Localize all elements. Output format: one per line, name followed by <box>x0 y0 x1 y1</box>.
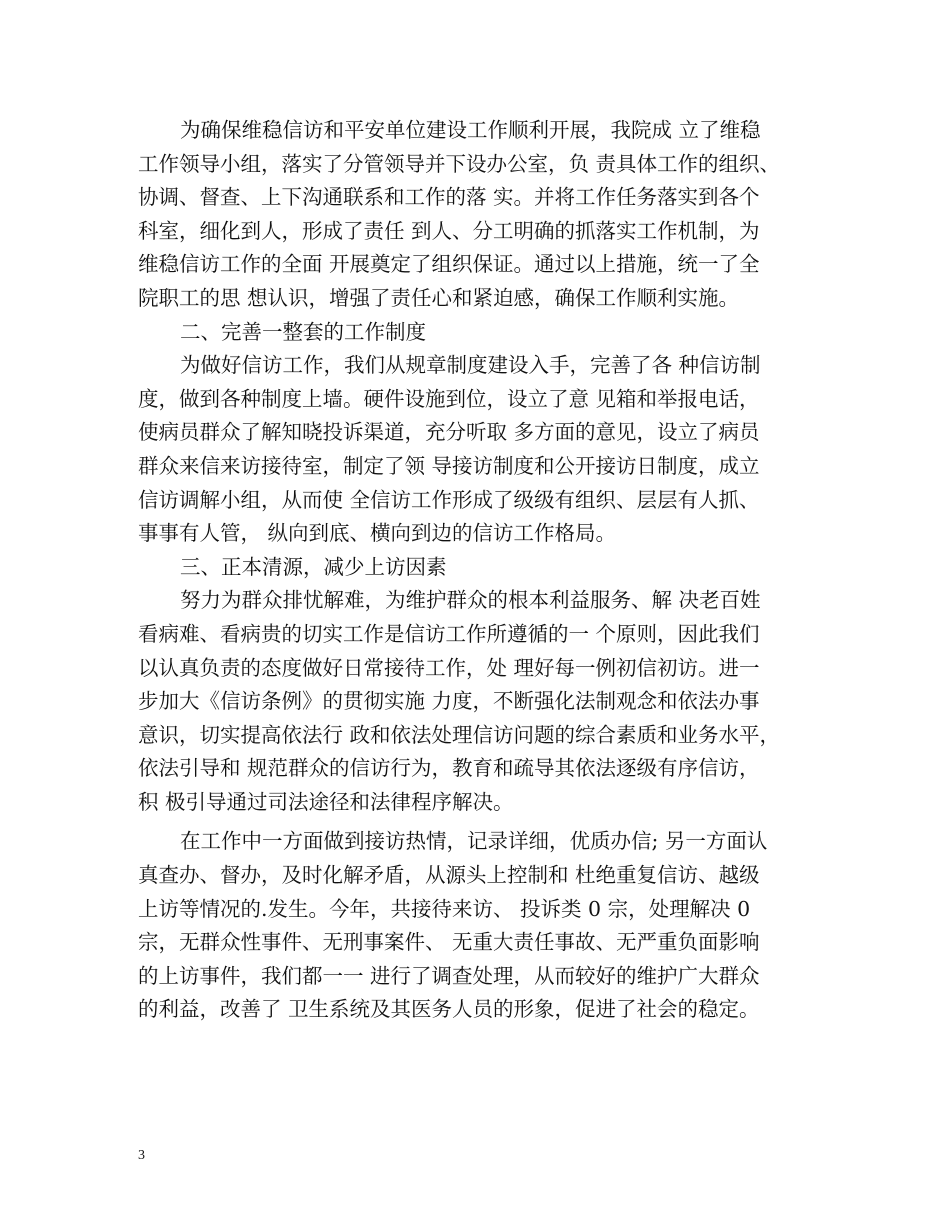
text-line: 信访调解小组，从而使 全信访工作形成了级级有组织、层层有人抓、 <box>138 487 760 512</box>
text-line: 为确保维稳信访和平安单位建设工作顺利开展，我院成 立了维稳 <box>180 118 761 142</box>
text-line: 看病难、看病贵的切实工作是信访工作所遵循的一 个原则，因此我们 <box>138 621 760 646</box>
heading-text: 三、正本清源，减少上访因素 <box>180 554 447 579</box>
text-line: 在工作中一方面做到接访热情，记录详细，优质办信; 另一方面认 <box>180 829 768 854</box>
text-line: 为做好信访工作，我们从规章制度建设入手，完善了各 种信访制 <box>180 353 761 378</box>
paragraph-results <box>138 825 818 1027</box>
text-line: 维稳信访工作的全面 开展奠定了组织保证。通过以上措施，统一了全 <box>138 252 760 277</box>
paragraph-system <box>138 349 818 551</box>
text-line: 依法引导和 规范群众的信访行为，教育和疏导其依法逐级有序信访， <box>138 756 760 781</box>
heading-text: 二、完善一整套的工作制度 <box>180 319 426 344</box>
text-line: 度，做到各种制度上墙。硬件设施到位，设立了意 见箱和举报电话， <box>138 386 760 411</box>
document-body <box>138 114 818 1027</box>
text-line: 真查办、督办，及时化解矛盾，从源头上控制和 杜绝重复信访、越级 <box>138 863 760 888</box>
text-line: 意识，切实提高依法行 政和依法处理信访问题的综合素质和业务水平， <box>138 722 781 747</box>
paragraph-practice <box>138 584 818 819</box>
text-line: 步加大《信访条例》的贯彻实施 力度，不断强化法制观念和依法办事 <box>138 689 760 714</box>
text-line: 使病员群众了解知晓投诉渠道，充分听取 多方面的意见，设立了病员 <box>138 420 760 445</box>
text-line: 院职工的思 想认识，增强了责任心和紧迫感，确保工作顺利实施。 <box>138 285 740 310</box>
section-heading <box>138 316 818 350</box>
text-line: 科室，细化到人，形成了责任 到人、分工明确的抓落实工作机制，为 <box>138 218 760 243</box>
section-heading <box>138 551 818 585</box>
text-line: 积 极引导通过司法途径和法律程序解决。 <box>138 789 514 814</box>
text-line: 事事有人管， 纵向到底、横向到边的信访工作格局。 <box>138 521 617 546</box>
text-line: 的上访事件，我们都一一 进行了调查处理，从而较好的维护广大群众 <box>138 963 760 988</box>
text-line: 工作领导小组，落实了分管领导并下设办公室，负 责具体工作的组织、 <box>138 151 781 176</box>
text-line: 协调、督查、上下沟通联系和工作的落 实。并将工作任务落实到各个 <box>138 185 760 210</box>
page-number: 3 <box>138 1148 145 1163</box>
paragraph-organization <box>138 114 818 316</box>
text-line: 的利益，改善了 卫生系统及其医务人员的形象，促进了社会的稳定。 <box>138 997 760 1022</box>
text-line: 努力为群众排忧解难，为维护群众的根本利益服务、解 决老百姓 <box>180 588 761 613</box>
text-line: 上访等情况的.发生。今年，共接待来访、 投诉类 0 宗，处理解决 0 <box>138 896 751 921</box>
text-line: 宗，无群众性事件、无刑事案件、 无重大责任事故、无严重负面影响 <box>138 930 760 955</box>
text-line: 群众来信来访接待室，制定了领 导接访制度和公开接访日制度，成立 <box>138 453 760 478</box>
text-line: 以认真负责的态度做好日常接待工作，处 理好每一例初信初访。进一 <box>138 655 760 680</box>
